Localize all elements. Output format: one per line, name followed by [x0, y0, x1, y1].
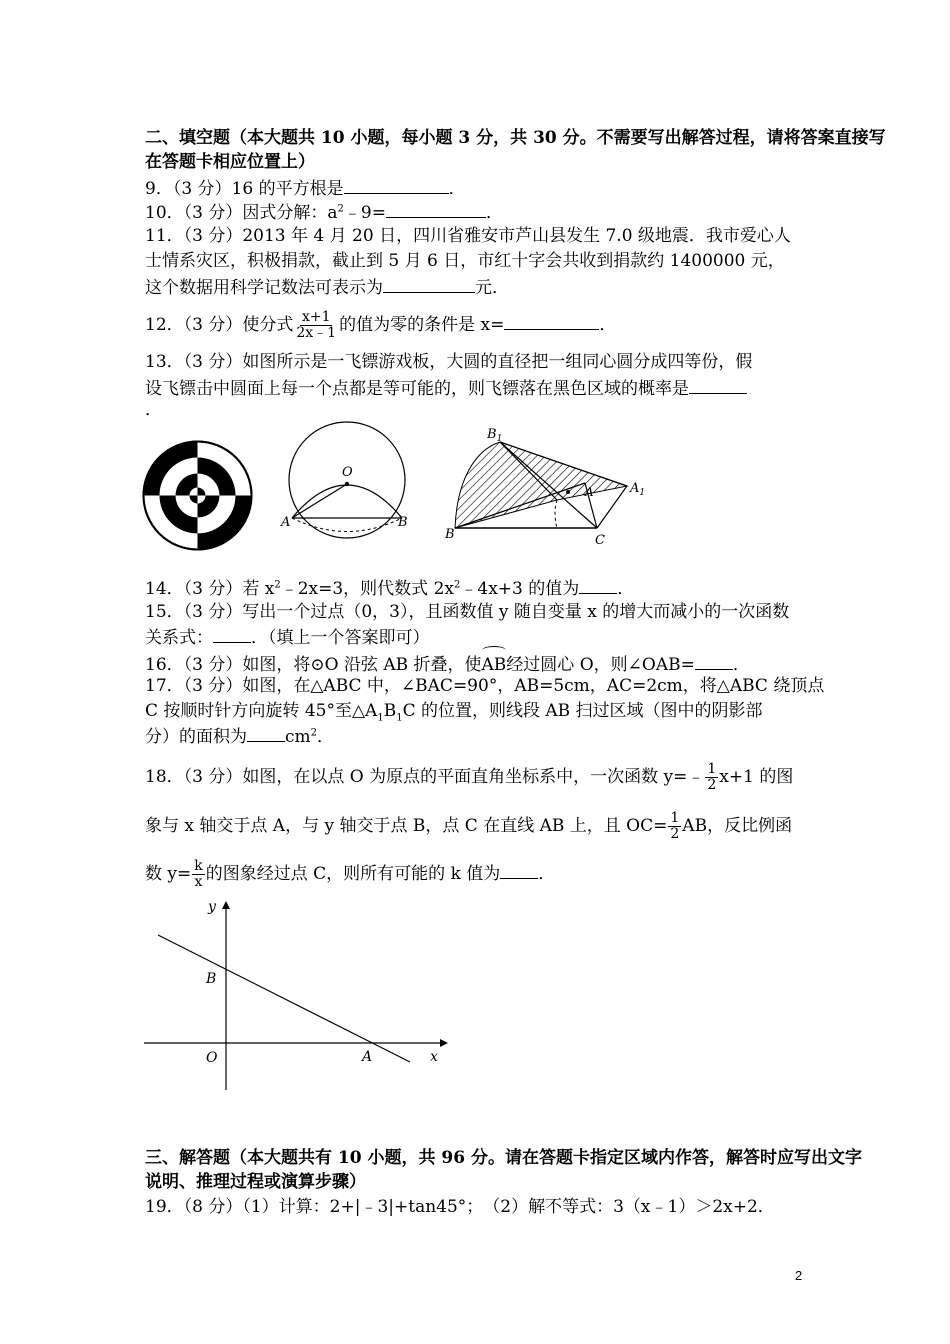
label-C: C [595, 533, 605, 548]
dartboard-figure [140, 438, 255, 553]
question-11-line3: 这个数据用科学记数法可表示为 元． [145, 274, 815, 300]
fraction: $\frac{1}{2}$ [707, 761, 717, 793]
question-13-line3: ． [145, 400, 162, 420]
question-19: 19．（8 分）（1）计算：2+|﹣3|+tan45°； （2）解不等式：3（x﹣1）＞2x+2． [145, 1197, 775, 1217]
label-A: A [362, 1049, 373, 1065]
section2-header-line1: 二、填空题（本大题共 10 小题，每小题 3 分，共 30 分。不需要写出解答过程，请将答案直接写 [145, 128, 886, 148]
question-9: 9．（3 分）16 的平方根是 ． [145, 175, 815, 201]
label-B: B [445, 527, 455, 542]
question-16: 16．（3 分）如图，将⊙O 沿弦 AB 折叠，使 AB经过圆心 O，则∠OAB= ． [145, 649, 815, 677]
question-17-line2: C 按顺时针方向旋转 45°至$\triangle A_1B_1C$ 的位置，则线段 AB 扫过区域（图中的阴影部 [145, 701, 763, 724]
answer-blank [344, 175, 449, 194]
label-A: A [585, 485, 594, 499]
question-15-line2: 关系式： ．（填上一个答案即可） [145, 624, 815, 650]
label-x: x [430, 1049, 438, 1065]
question-17-line3: 分）的面积为 $cm^2$． [145, 723, 815, 749]
question-18-line1: 18．（3 分）如图，在以点 O 为原点的平面直角坐标系中，一次函数 y=﹣ $\frac{1}{2}$ x+1 的图 [145, 761, 794, 793]
rotation-figure [445, 420, 655, 550]
question-11-line1: 11．（3 分）2013 年 4 月 20 日，四川省雅安市芦山县发生 7.0 级地震．我市爱心人 [145, 226, 791, 246]
page-number: 2 [795, 1268, 803, 1283]
answer-blank [689, 375, 747, 394]
answer-blank [504, 311, 599, 330]
coordinate-figure [140, 895, 450, 1095]
question-13-line2: 设飞镖击中圆面上每一个点都是等可能的，则飞镖落在黑色区域的概率是 [145, 375, 815, 401]
fraction: $\frac{1}{2}$ [670, 810, 680, 842]
answer-blank [386, 199, 486, 218]
label-B: B [206, 971, 217, 987]
label-A1: $A_1$ [630, 481, 646, 498]
section3-header-line1: 三、解答题（本大题共有 10 小题，共 96 分。请在答题卡指定区域内作答，解答时应写出文字 [145, 1148, 862, 1168]
question-14: 14．（3 分）若 $x^2﹣2x=3$，则代数式 $2x^2﹣4x+3$ 的值为 ． [145, 575, 815, 601]
question-11-line2: 士情系灾区，积极捐款，截止到 5 月 6 日，市红十字会共收到捐款约 1400000 元， [145, 251, 785, 271]
section2-header-line2: 在答题卡相应位置上） [145, 152, 315, 172]
answer-blank [695, 651, 733, 670]
question-17-line1: 17．（3 分）如图，在△ABC 中，∠BAC=90°，AB=5cm，AC=2cm，将△ABC 绕顶点 [145, 676, 825, 696]
label-O: O [206, 1050, 218, 1066]
answer-blank [383, 274, 475, 293]
question-18-line2: 象与 x 轴交于点 A，与 y 轴交于点 B，点 C 在直线 AB 上，且 OC= $\frac{1}{2}$ AB，反比例函 [145, 810, 793, 842]
label-B1: $B_1$ [487, 427, 503, 444]
question-13-line1: 13．（3 分）如图所示是一飞镖游戏板，大圆的直径把一组同心圆分成四等份，假 [145, 352, 753, 372]
label-B: B [398, 515, 408, 530]
folded-circle-figure [278, 420, 418, 560]
answer-blank [213, 624, 251, 643]
arc-AB: AB [482, 649, 507, 677]
answer-blank [247, 723, 285, 742]
label-O: O [342, 465, 353, 480]
label-A: A [281, 515, 291, 530]
answer-blank [579, 575, 617, 594]
answer-blank [500, 860, 538, 879]
label-y: y [208, 899, 216, 915]
fraction: $\frac{k}{x}$ [194, 858, 203, 890]
question-18-line3: 数 y= $\frac{k}{x}$ 的图象经过点 C，则所有可能的 k 值为 ． [145, 858, 556, 890]
section3-header-line2: 说明、推理过程或演算步骤） [145, 1172, 366, 1192]
question-10: 10．（3 分）因式分解：$a^2﹣9=$ ． [145, 199, 815, 225]
question-15-line1: 15．（3 分）写出一个过点（0，3），且函数值 y 随自变量 x 的增大而减小的一次函数 [145, 602, 790, 622]
question-12: 12．（3 分）使分式 $\frac{x+1}{2x﹣1}$ 的值为零的条件是 x= ． [145, 309, 617, 341]
fraction: $\frac{x+1}{2x﹣1}$ [296, 309, 337, 341]
